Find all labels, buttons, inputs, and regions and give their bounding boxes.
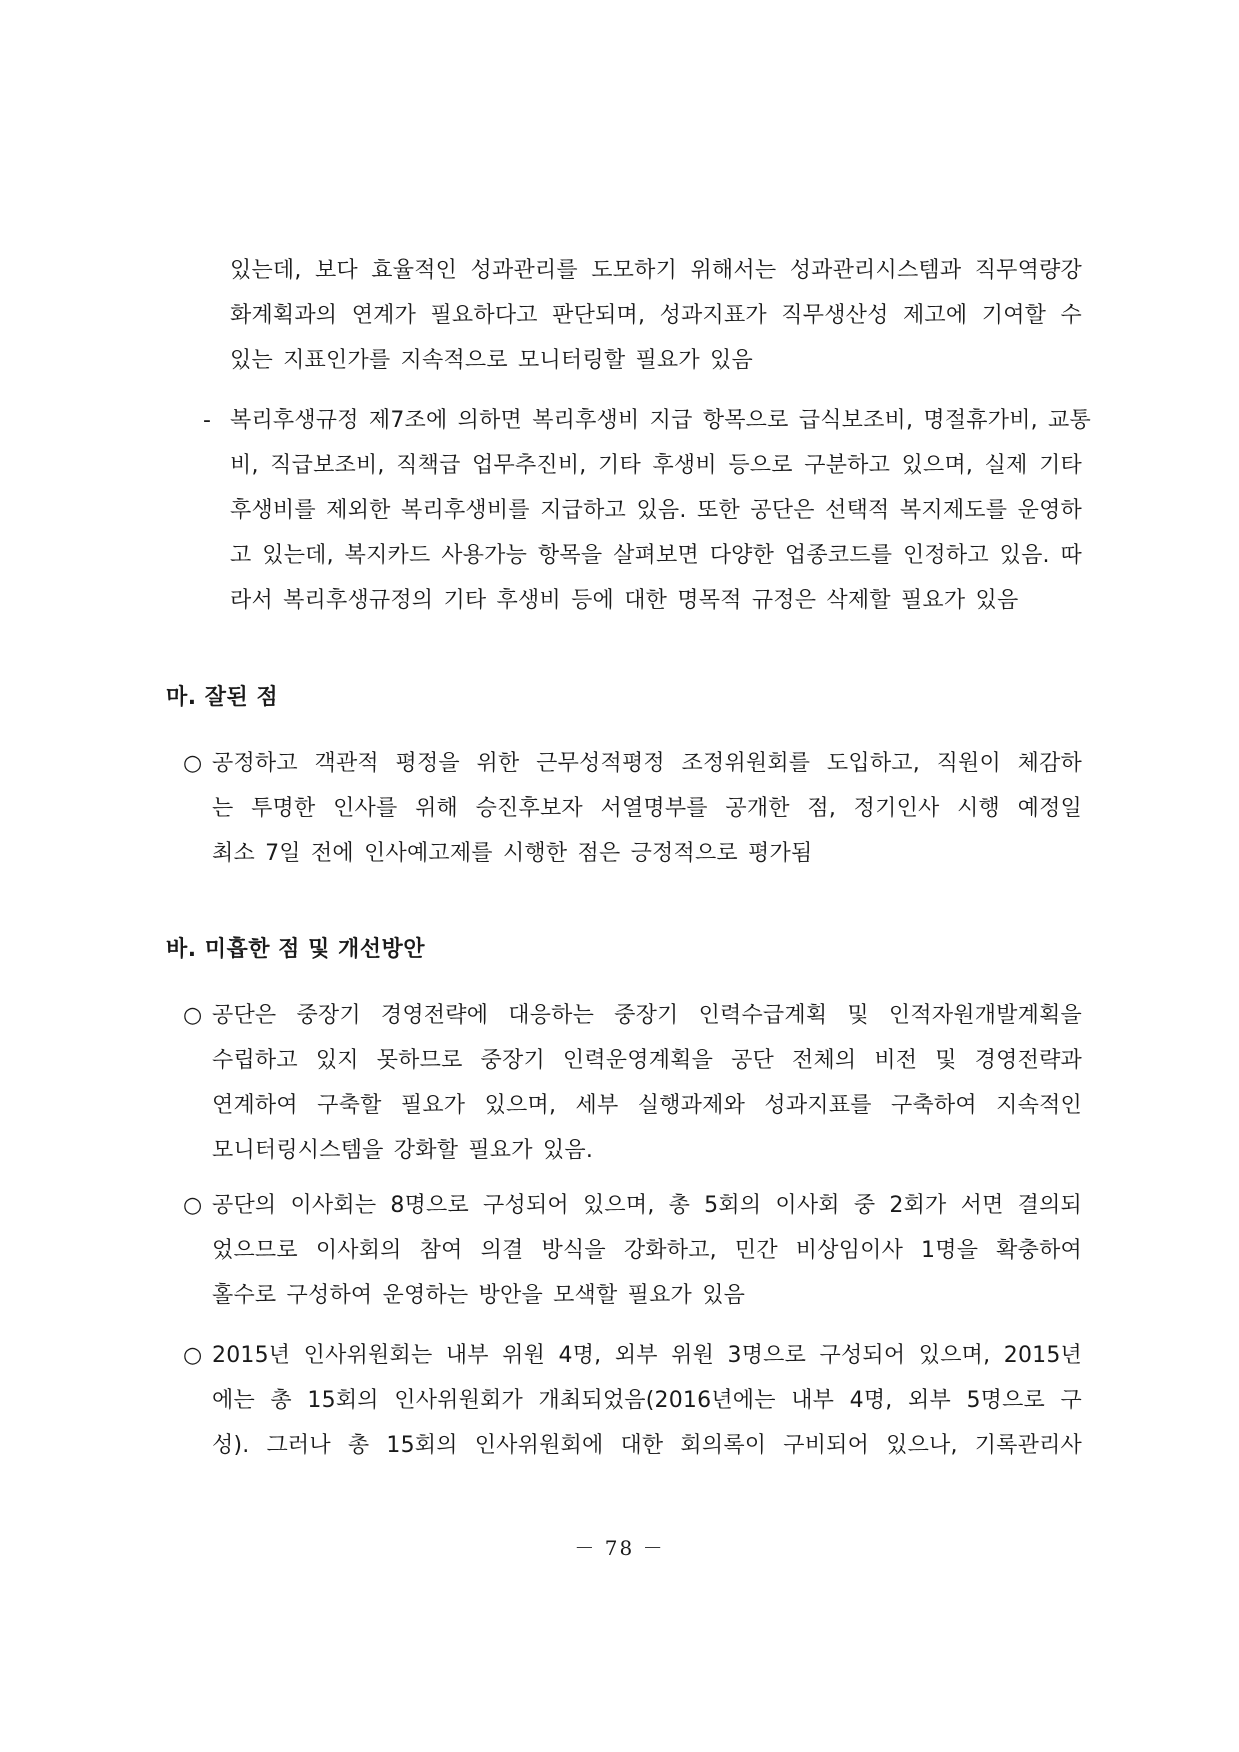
circle-bullet-icon: ○ <box>183 751 203 776</box>
paragraph-line: 2015년 인사위원회는 내부 위원 4명, 외부 위원 3명으로 구성되어 있으며, 2015년 <box>212 1343 1082 1368</box>
circle-bullet-icon: ○ <box>183 1193 203 1218</box>
section-ba-item-3 <box>212 1333 1082 1468</box>
paragraph-line: 성). 그러나 총 15회의 인사위원회에 대한 회의록이 구비되어 있으나, 기록관리사 <box>212 1433 1082 1458</box>
section-heading-ba: 바. 미흡한 점 및 개선방안 <box>166 937 426 962</box>
paragraph-line: 모니터링시스템을 강화할 필요가 있음. <box>212 1138 594 1163</box>
circle-bullet-icon: ○ <box>183 1343 203 1368</box>
paragraph-line: 복리후생규정 제7조에 의하면 복리후생비 지급 항목으로 급식보조비, 명절휴가비, 교통 <box>230 408 1091 433</box>
paragraph-line: 는 투명한 인사를 위해 승진후보자 서열명부를 공개한 점, 정기인사 시행 예정일 <box>212 796 1082 821</box>
paragraph-line: 라서 복리후생규정의 기타 후생비 등에 대한 명목적 규정은 삭제할 필요가 있음 <box>230 588 1019 613</box>
paragraph-line: 공정하고 객관적 평정을 위한 근무성적평정 조정위원회를 도입하고, 직원이 체감하 <box>212 751 1082 776</box>
paragraph-line: 있는 지표인가를 지속적으로 모니터링할 필요가 있음 <box>230 348 753 373</box>
paragraph-line: 공단의 이사회는 8명으로 구성되어 있으며, 총 5회의 이사회 중 2회가 서면 결의되 <box>212 1193 1082 1218</box>
section-ba-item-1 <box>212 993 1082 1173</box>
paragraph-line: 고 있는데, 복지카드 사용가능 항목을 살펴보면 다양한 업종코드를 인정하고 있음. 따 <box>230 543 1082 568</box>
circle-bullet-icon: ○ <box>183 1003 203 1028</box>
section-heading-ma: 마. 잘된 점 <box>166 685 279 710</box>
continuation-paragraph <box>230 248 1082 383</box>
section-ma-item <box>212 741 1082 876</box>
paragraph-line: 홀수로 구성하여 운영하는 방안을 모색할 필요가 있음 <box>212 1283 746 1308</box>
paragraph-line: 비, 직급보조비, 직책급 업무추진비, 기타 후생비 등으로 구분하고 있으며, 실제 기타 <box>230 453 1082 478</box>
paragraph-line: 최소 7일 전에 인사예고제를 시행한 점은 긍정적으로 평가됨 <box>212 841 813 866</box>
section-ba-item-2 <box>212 1183 1082 1318</box>
paragraph-line: 에는 총 15회의 인사위원회가 개최되었음(2016년에는 내부 4명, 외부 5명으로 구 <box>212 1388 1082 1413</box>
dash-item-paragraph <box>230 398 1091 623</box>
paragraph-line: 연계하여 구축할 필요가 있으며, 세부 실행과제와 성과지표를 구축하여 지속적인 <box>212 1093 1082 1118</box>
paragraph-line: 수립하고 있지 못하므로 중장기 인력운영계획을 공단 전체의 비전 및 경영전략과 <box>212 1048 1082 1073</box>
paragraph-line: 공단은 중장기 경영전략에 대응하는 중장기 인력수급계획 및 인적자원개발계획을 <box>212 1003 1082 1028</box>
page-number: － 78 － <box>574 1536 665 1560</box>
paragraph-line: 후생비를 제외한 복리후생비를 지급하고 있음. 또한 공단은 선택적 복지제도를 운영하 <box>230 498 1082 523</box>
dash-marker: - <box>203 408 211 433</box>
paragraph-line: 화계획과의 연계가 필요하다고 판단되며, 성과지표가 직무생산성 제고에 기여할 수 <box>230 303 1082 328</box>
paragraph-line: 있는데, 보다 효율적인 성과관리를 도모하기 위해서는 성과관리시스템과 직무역량강 <box>230 258 1082 283</box>
paragraph-line: 었으므로 이사회의 참여 의결 방식을 강화하고, 민간 비상임이사 1명을 확충하여 <box>212 1238 1082 1263</box>
